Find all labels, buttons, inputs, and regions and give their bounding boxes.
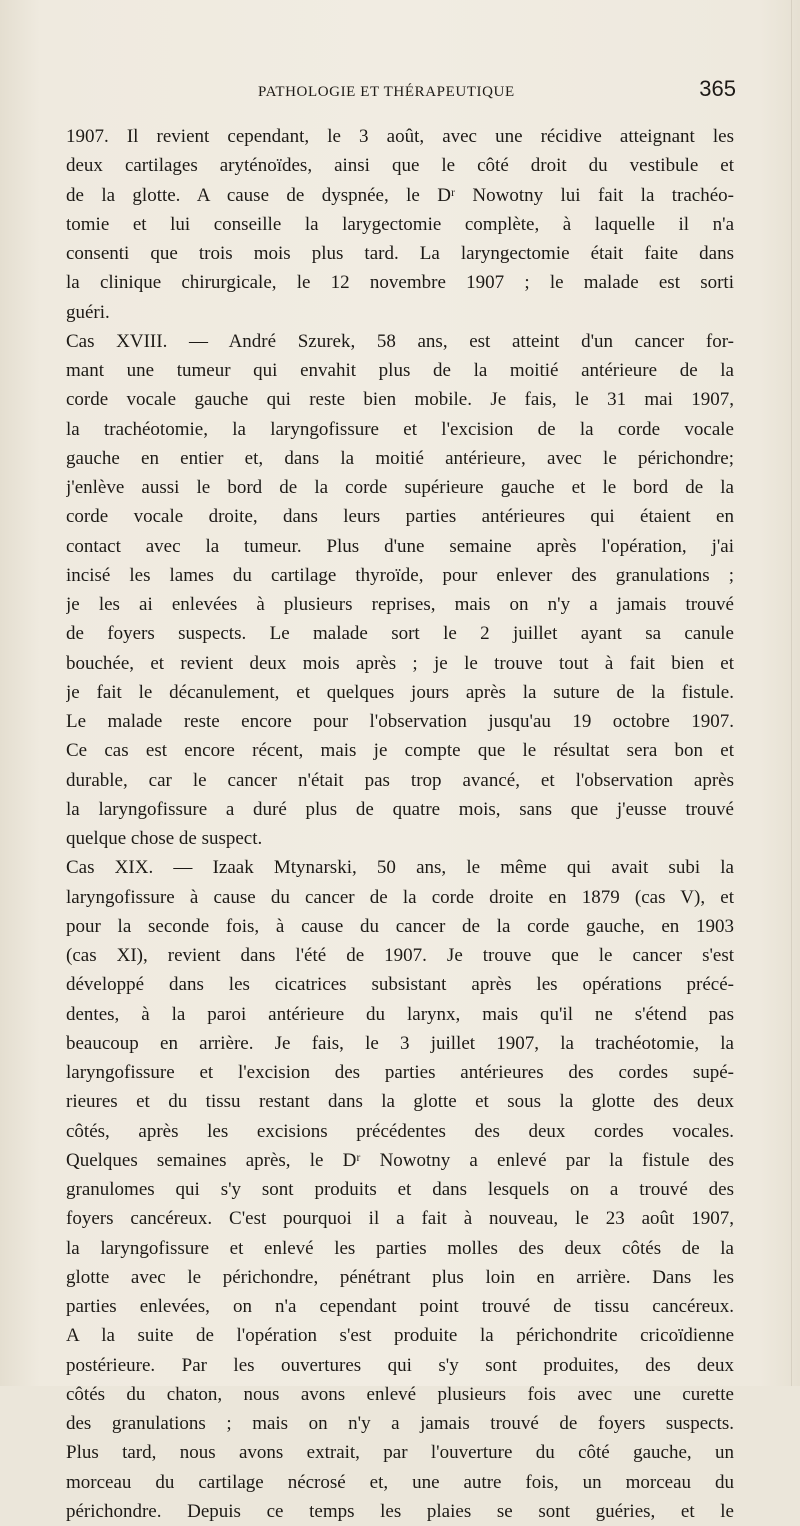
- text-line: de foyers suspects. Le malade sort le 2 juillet ayant sa canule: [66, 623, 734, 645]
- text-line: Cas XIX. — Izaak Mtynarski, 50 ans, le même qui avait subi la: [66, 857, 734, 879]
- text-line: rieures et du tissu restant dans la glotte et sous la glotte des deux: [66, 1091, 734, 1113]
- text-line: glotte avec le périchondre, pénétrant plus loin en arrière. Dans les: [66, 1266, 734, 1288]
- page-header: [68, 76, 736, 104]
- text-line: je fait le décanulement, et quelques jours après la suture de la fistule.: [66, 681, 734, 703]
- text-line: postérieure. Par les ouvertures qui s'y sont produites, des deux: [66, 1354, 734, 1376]
- text-line: granulomes qui s'y sont produits et dans lesquels on a trouvé des: [66, 1179, 734, 1200]
- text-line: incisé les lames du cartilage thyroïde, pour enlever des granulations ;: [66, 564, 734, 586]
- text-line: contact avec la tumeur. Plus d'une semaine après l'opération, j'ai: [66, 535, 734, 557]
- text-line: pour la seconde fois, à cause du cancer de la corde gauche, en 1903: [66, 915, 734, 937]
- text-line: de la glotte. A cause de dyspnée, le Dʳ Nowotny lui fait la trachéo-: [66, 184, 734, 206]
- text-line: corde vocale gauche qui reste bien mobile. Je fais, le 31 mai 1907,: [66, 389, 734, 411]
- text-line: gauche en entier et, dans la moitié antérieure, avec le périchondre;: [66, 447, 734, 469]
- text-line: développé dans les cicatrices subsistant après les opérations précé-: [66, 974, 734, 996]
- text-line: guéri.: [66, 301, 110, 323]
- text-line: périchondre. Depuis ce temps les plaies se sont guéries, et le: [66, 1500, 734, 1522]
- text-line: je les ai enlevées à plusieurs reprises, mais on n'y a jamais trouvé: [66, 594, 734, 615]
- text-line: laryngofissure à cause du cancer de la corde droite en 1879 (cas V), et: [66, 886, 734, 908]
- text-line: durable, car le cancer n'était pas trop avancé, et l'observation après: [66, 769, 734, 791]
- text-line: (cas XI), revient dans l'été de 1907. Je trouve que le cancer s'est: [66, 945, 734, 966]
- text-line: consenti que trois mois plus tard. La laryngectomie était faite dans: [66, 243, 734, 264]
- text-line: corde vocale droite, dans leurs parties antérieures qui étaient en: [66, 506, 734, 528]
- text-line: A la suite de l'opération s'est produite la périchondrite cricoïdienne: [66, 1325, 734, 1347]
- running-head: PATHOLOGIE ET THÉRAPEUTIQUE: [258, 84, 515, 100]
- text-line: parties enlevées, on n'a cependant point trouvé de tissu cancéreux.: [66, 1296, 734, 1317]
- body-text: [66, 122, 734, 1526]
- text-line: morceau du cartilage nécrosé et, une autre fois, un morceau du: [66, 1471, 734, 1493]
- text-line: bouchée, et revient deux mois après ; je le trouve tout à fait bien et: [66, 652, 734, 674]
- text-line: Plus tard, nous avons extrait, par l'ouverture du côté gauche, un: [66, 1442, 734, 1464]
- text-line: la laryngofissure a duré plus de quatre mois, sans que j'eusse trouvé: [66, 798, 734, 820]
- text-line: dentes, à la paroi antérieure du larynx, mais qu'il ne s'étend pas: [66, 1003, 734, 1025]
- text-line: deux cartilages aryténoïdes, ainsi que le côté droit du vestibule et: [66, 155, 734, 177]
- text-line: Quelques semaines après, le Dʳ Nowotny a enlevé par la fistule des: [66, 1149, 734, 1171]
- text-line: la laryngofissure et enlevé les parties molles des deux côtés de la: [66, 1237, 734, 1259]
- text-line: côtés du chaton, nous avons enlevé plusieurs fois avec une curette: [66, 1383, 734, 1405]
- text-line: Ce cas est encore récent, mais je compte que le résultat sera bon et: [66, 740, 734, 762]
- text-line: Le malade reste encore pour l'observation jusqu'au 19 octobre 1907.: [66, 711, 734, 732]
- text-line: laryngofissure et l'excision des parties antérieures des cordes supé-: [66, 1062, 734, 1083]
- text-line: foyers cancéreux. C'est pourquoi il a fait à nouveau, le 23 août 1907,: [66, 1208, 734, 1230]
- text-line: beaucoup en arrière. Je fais, le 3 juillet 1907, la trachéotomie, la: [66, 1032, 734, 1054]
- text-line: des granulations ; mais on n'y a jamais trouvé de foyers suspects.: [66, 1413, 734, 1434]
- text-line: côtés, après les excisions précédentes des deux cordes vocales.: [66, 1120, 734, 1142]
- text-line: la trachéotomie, la laryngofissure et l'excision de la corde vocale: [66, 418, 734, 440]
- text-line: j'enlève aussi le bord de la corde supérieure gauche et le bord de la: [66, 477, 734, 498]
- page-number: 365: [699, 76, 736, 101]
- text-line: 1907. Il revient cependant, le 3 août, avec une récidive atteignant les: [66, 126, 734, 147]
- text-line: mant une tumeur qui envahit plus de la moitié antérieure de la: [66, 360, 734, 381]
- text-line: quelque chose de suspect.: [66, 828, 263, 849]
- text-line: la clinique chirurgicale, le 12 novembre 1907 ; le malade est sorti: [66, 272, 734, 294]
- page-edge: [791, 0, 792, 1386]
- text-line: tomie et lui conseille la larygectomie complète, à laquelle il n'a: [66, 213, 734, 235]
- text-line: Cas XVIII. — André Szurek, 58 ans, est atteint d'un cancer for-: [66, 330, 734, 352]
